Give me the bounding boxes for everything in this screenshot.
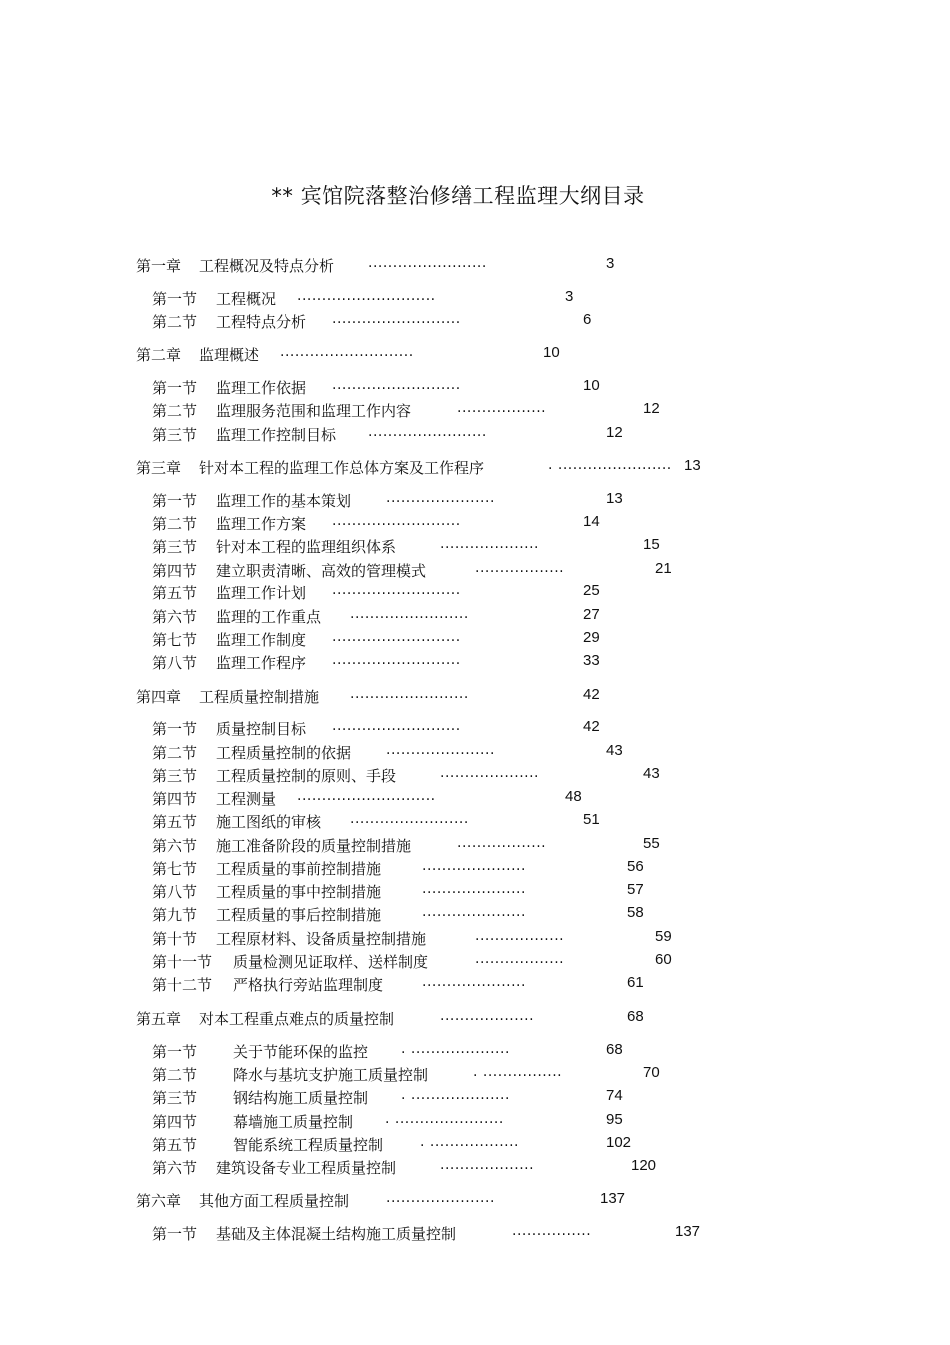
toc-entry-title: 基础及主体混凝土结构施工质量控制 [216, 1225, 457, 1243]
toc-entry-label: 第一节 [152, 1043, 198, 1061]
toc-entry [0, 377, 900, 397]
toc-entry-label: 第六节 [152, 837, 198, 855]
toc-entry [0, 1157, 900, 1177]
document-title: ** 宾馆院落整治修缮工程监理大纲目录 [271, 184, 645, 208]
toc-entry-leader: ..................... [422, 858, 526, 874]
toc-entry-leader: . .................... [401, 1041, 510, 1057]
toc-entry [0, 1008, 900, 1028]
toc-entry-label: 第十节 [152, 930, 198, 948]
toc-entry-label: 第九节 [152, 906, 198, 924]
toc-entry-label: 第四章 [136, 688, 182, 706]
toc-entry-label: 第七节 [152, 860, 198, 878]
toc-entry-title: 工程质量控制的原则、手段 [216, 767, 397, 785]
toc-entry [0, 1041, 900, 1061]
toc-entry-leader: . .................... [401, 1087, 510, 1103]
toc-entry [0, 928, 900, 948]
toc-entry-page: 51 [583, 811, 600, 828]
toc-entry-title: 监理工作的基本策划 [216, 492, 352, 510]
toc-entry-page: 70 [643, 1064, 660, 1081]
toc-entry [0, 1064, 900, 1084]
toc-entry [0, 1087, 900, 1107]
toc-entry-page: 102 [606, 1134, 632, 1151]
toc-entry-title: 其他方面工程质量控制 [199, 1192, 350, 1210]
toc-entry-page: 33 [583, 652, 600, 669]
toc-entry [0, 1134, 900, 1154]
toc-entry-page: 120 [631, 1157, 657, 1174]
toc-entry-title: 工程测量 [216, 790, 277, 808]
toc-entry-title: 监理工作制度 [216, 631, 307, 649]
toc-entry-leader: ...................... [386, 742, 495, 758]
toc-entry-title: 监理工作程序 [216, 654, 307, 672]
toc-entry-page: 10 [583, 377, 600, 394]
toc-entry-leader: ........................ [350, 606, 469, 622]
toc-entry [0, 718, 900, 738]
toc-entry-leader: .......................... [332, 513, 461, 529]
toc-entry [0, 490, 900, 510]
toc-entry-label: 第二节 [152, 515, 198, 533]
toc-entry-leader: ........................ [350, 811, 469, 827]
toc-entry-page: 29 [583, 629, 600, 646]
toc-entry [0, 788, 900, 808]
toc-entry-label: 第五节 [152, 1136, 198, 1154]
toc-entry-label: 第一节 [152, 379, 198, 397]
toc-entry [0, 536, 900, 556]
toc-entry-page: 48 [565, 788, 582, 805]
toc-entry-page: 21 [655, 560, 672, 577]
toc-entry-label: 第三章 [136, 459, 182, 477]
toc-entry-leader: ................... [440, 1157, 535, 1173]
toc-entry [0, 400, 900, 420]
toc-entry-title: 质量控制目标 [216, 720, 307, 738]
toc-entry-title: 工程质量的事后控制措施 [216, 906, 382, 924]
toc-entry-title: 针对本工程的监理工作总体方案及工作程序 [199, 459, 485, 477]
toc-entry-label: 第八节 [152, 883, 198, 901]
toc-entry-title: 工程质量控制措施 [199, 688, 320, 706]
toc-entry [0, 582, 900, 602]
toc-entry-leader: .......................... [332, 311, 461, 327]
toc-entry-leader: .................. [457, 835, 547, 851]
toc-entry-page: 10 [543, 344, 560, 361]
toc-entry-leader: ........................ [350, 686, 469, 702]
toc-entry [0, 881, 900, 901]
toc-entry-leader: .................. [475, 560, 565, 576]
toc-entry-title: 监理工作依据 [216, 379, 307, 397]
toc-entry-page: 42 [583, 686, 600, 703]
toc-entry-leader: .................... [440, 765, 540, 781]
toc-entry-page: 43 [643, 765, 660, 782]
toc-entry-page: 43 [606, 742, 623, 759]
toc-entry-leader: .......................... [332, 652, 461, 668]
toc-entry-label: 第三节 [152, 426, 198, 444]
toc-entry-title: 施工准备阶段的质量控制措施 [216, 837, 412, 855]
toc-entry-label: 第七节 [152, 631, 198, 649]
toc-entry-title: 工程特点分析 [216, 313, 307, 331]
toc-entry-label: 第八节 [152, 654, 198, 672]
toc-entry-page: 3 [565, 288, 574, 305]
toc-entry-title: 工程概况及特点分析 [199, 257, 335, 275]
toc-entry-leader: .......................... [332, 718, 461, 734]
toc-entry-label: 第六节 [152, 1159, 198, 1177]
toc-entry-page: 14 [583, 513, 600, 530]
toc-entry-leader: ..................... [422, 974, 526, 990]
toc-entry-page: 74 [606, 1087, 623, 1104]
toc-entry-label: 第一节 [152, 290, 198, 308]
toc-entry [0, 1223, 900, 1243]
toc-entry-label: 第三节 [152, 538, 198, 556]
toc-entry-leader: .......................... [332, 377, 461, 393]
toc-entry [0, 1190, 900, 1210]
toc-entry-title: 严格执行旁站监理制度 [233, 976, 384, 994]
toc-entry-leader: .................... [440, 536, 540, 552]
toc-entry-page: 58 [627, 904, 644, 921]
toc-entry [0, 560, 900, 580]
toc-entry [0, 765, 900, 785]
toc-entry-page: 42 [583, 718, 600, 735]
toc-entry-title: 智能系统工程质量控制 [233, 1136, 384, 1154]
toc-entry-page: 3 [606, 255, 615, 272]
toc-entry-title: 降水与基坑支护施工质量控制 [233, 1066, 429, 1084]
toc-entry-title: 监理概述 [199, 346, 260, 364]
toc-entry-page: 25 [583, 582, 600, 599]
toc-entry [0, 652, 900, 672]
toc-entry [0, 811, 900, 831]
toc-entry-label: 第二节 [152, 1066, 198, 1084]
toc-entry-leader: ............................ [297, 788, 436, 804]
toc-entry-title: 幕墙施工质量控制 [233, 1113, 354, 1131]
toc-entry-leader: .................. [475, 928, 565, 944]
toc-entry-title: 建筑设备专业工程质量控制 [216, 1159, 397, 1177]
toc-entry-label: 第一节 [152, 720, 198, 738]
toc-entry [0, 424, 900, 444]
toc-entry-page: 56 [627, 858, 644, 875]
toc-entry-page: 12 [643, 400, 660, 417]
toc-entry-label: 第四节 [152, 1113, 198, 1131]
toc-entry-page: 59 [655, 928, 672, 945]
toc-entry-page: 95 [606, 1111, 623, 1128]
toc-entry-leader: . ....................... [548, 457, 672, 473]
toc-entry-leader: .................. [457, 400, 547, 416]
toc-entry-leader: ........................... [280, 344, 414, 360]
toc-entry-title: 监理工作控制目标 [216, 426, 337, 444]
toc-entry-page: 60 [655, 951, 672, 968]
toc-entry-page: 55 [643, 835, 660, 852]
toc-entry-label: 第一节 [152, 1225, 198, 1243]
toc-entry-page: 68 [606, 1041, 623, 1058]
toc-entry-title: 工程概况 [216, 290, 277, 308]
toc-entry-leader: ............................ [297, 288, 436, 304]
toc-entry-label: 第十一节 [152, 953, 213, 971]
toc-entry-label: 第六节 [152, 608, 198, 626]
toc-entry-leader: . .................. [420, 1134, 520, 1150]
toc-entry-page: 57 [627, 881, 644, 898]
toc-entry-title: 建立职责清晰、高效的管理模式 [216, 562, 427, 580]
toc-entry-label: 第十二节 [152, 976, 213, 994]
toc-entry-leader: ........................ [368, 255, 487, 271]
toc-entry [0, 742, 900, 762]
toc-entry-label: 第二章 [136, 346, 182, 364]
toc-entry-leader: ................ [512, 1223, 592, 1239]
toc-entry [0, 606, 900, 626]
toc-entry-label: 第二节 [152, 313, 198, 331]
toc-entry-label: 第二节 [152, 744, 198, 762]
toc-entry-page: 137 [675, 1223, 701, 1240]
toc-entry-label: 第六章 [136, 1192, 182, 1210]
toc-entry-leader: ................... [440, 1008, 535, 1024]
toc-entry-page: 68 [627, 1008, 644, 1025]
toc-entry-leader: ...................... [386, 490, 495, 506]
toc-entry-leader: ...................... [386, 1190, 495, 1206]
toc-entry-label: 第二节 [152, 402, 198, 420]
toc-entry [0, 835, 900, 855]
toc-entry [0, 904, 900, 924]
toc-entry-leader: ........................ [368, 424, 487, 440]
toc-entry-title: 监理工作方案 [216, 515, 307, 533]
toc-entry-title: 施工图纸的审核 [216, 813, 322, 831]
toc-entry-title: 工程原材料、设备质量控制措施 [216, 930, 427, 948]
toc-entry-page: 15 [643, 536, 660, 553]
toc-entry-page: 137 [600, 1190, 626, 1207]
toc-entry-label: 第五章 [136, 1010, 182, 1028]
toc-entry-page: 12 [606, 424, 623, 441]
toc-entry-label: 第五节 [152, 813, 198, 831]
toc-entry-title: 钢结构施工质量控制 [233, 1089, 369, 1107]
toc-entry [0, 858, 900, 878]
toc-entry [0, 686, 900, 706]
toc-entry-label: 第三节 [152, 767, 198, 785]
toc-entry-title: 工程质量的事前控制措施 [216, 860, 382, 878]
toc-entry [0, 951, 900, 971]
toc-entry-label: 第三节 [152, 1089, 198, 1107]
toc-entry-leader: . ...................... [385, 1111, 504, 1127]
toc-entry-label: 第一章 [136, 257, 182, 275]
toc-entry-leader: .......................... [332, 629, 461, 645]
toc-entry-title: 针对本工程的监理组织体系 [216, 538, 397, 556]
toc-entry-leader: .................. [475, 951, 565, 967]
toc-entry [0, 974, 900, 994]
toc-entry [0, 255, 900, 275]
toc-entry-label: 第四节 [152, 790, 198, 808]
toc-entry-title: 监理工作计划 [216, 584, 307, 602]
toc-entry-title: 监理服务范围和监理工作内容 [216, 402, 412, 420]
toc-entry-page: 61 [627, 974, 644, 991]
toc-entry-page: 6 [583, 311, 592, 328]
toc-entry-label: 第四节 [152, 562, 198, 580]
toc-entry [0, 457, 900, 477]
toc-entry-title: 质量检测见证取样、送样制度 [233, 953, 429, 971]
toc-entry [0, 629, 900, 649]
toc-entry [0, 311, 900, 331]
toc-entry-title: 对本工程重点难点的质量控制 [199, 1010, 395, 1028]
toc-entry [0, 344, 900, 364]
toc-entry [0, 288, 900, 308]
toc-entry-title: 工程质量的事中控制措施 [216, 883, 382, 901]
toc-entry-page: 13 [684, 457, 701, 474]
toc-entry-label: 第一节 [152, 492, 198, 510]
toc-entry [0, 1111, 900, 1131]
toc-entry-leader: .......................... [332, 582, 461, 598]
toc-entry-title: 关于节能环保的监控 [233, 1043, 369, 1061]
toc-entry-leader: ..................... [422, 904, 526, 920]
toc-entry-page: 27 [583, 606, 600, 623]
toc-entry-title: 监理的工作重点 [216, 608, 322, 626]
toc-entry-page: 13 [606, 490, 623, 507]
toc-entry-label: 第五节 [152, 584, 198, 602]
toc-entry-title: 工程质量控制的依据 [216, 744, 352, 762]
toc-entry [0, 513, 900, 533]
toc-entry-leader: ..................... [422, 881, 526, 897]
toc-entry-leader: . ................ [473, 1064, 563, 1080]
